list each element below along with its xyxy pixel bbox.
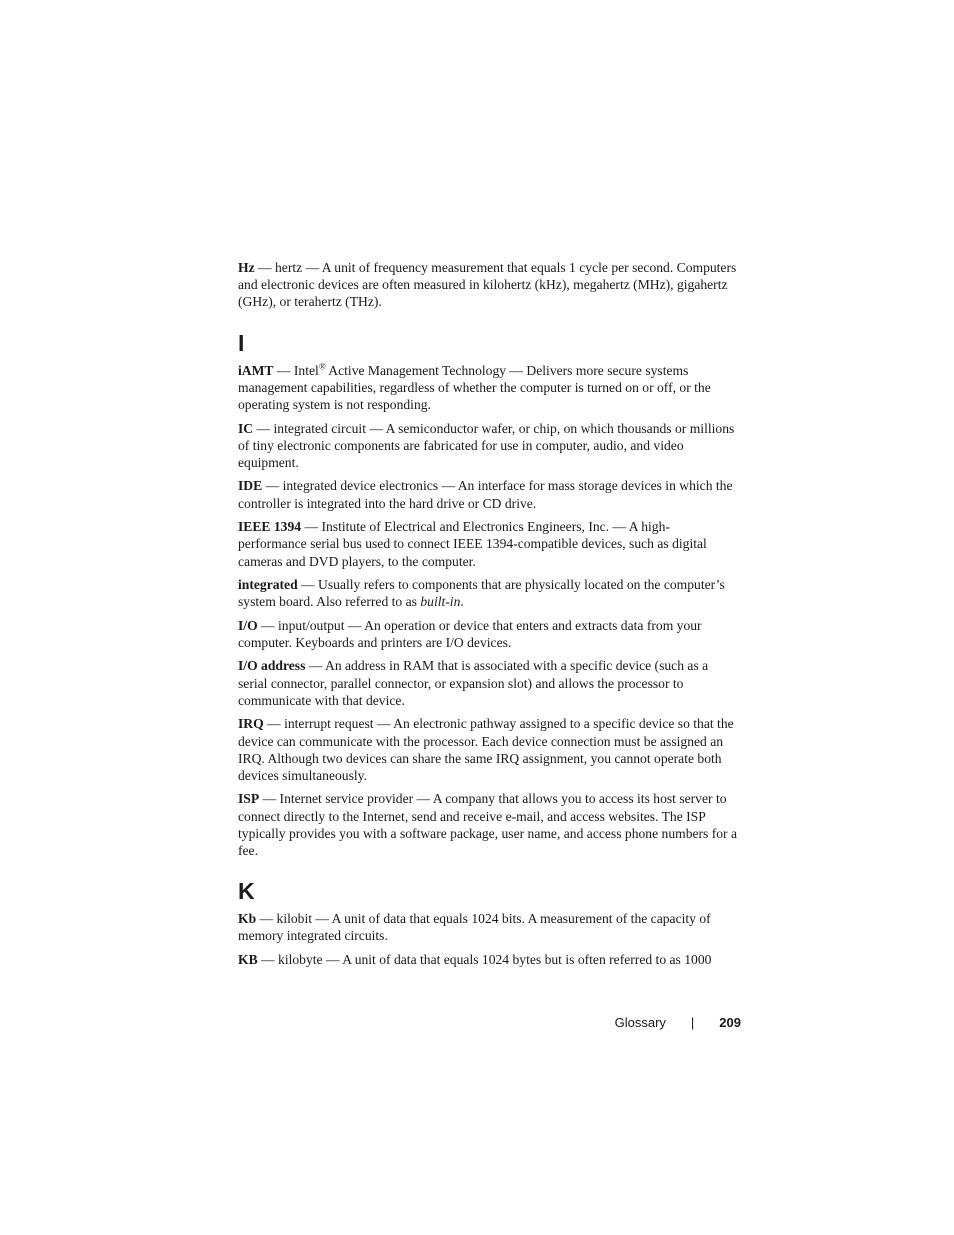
glossary-term: IEEE 1394 <box>238 519 302 535</box>
glossary-entry-io-address <box>238 657 738 709</box>
glossary-definition: — Usually refers to components that are physically located on the computer’s system board. Also referred to as <box>238 577 725 610</box>
glossary-entry-ieee-1394 <box>238 518 738 570</box>
page-number: 209 <box>719 1015 741 1030</box>
registered-mark: ® <box>318 361 326 372</box>
glossary-definition: — interrupt request — An electronic pathway assigned to a specific device so that the device can communicate with the processor. Each device connection must be assigned an IRQ. Although two devices can share the same IRQ assignment, you cannot operate both devices simultaneously. <box>238 716 734 783</box>
glossary-definition-start: — Intel <box>273 362 319 378</box>
footer-section-title: Glossary <box>614 1015 666 1030</box>
glossary-term: integrated <box>238 577 298 593</box>
glossary-term: IC <box>238 420 254 436</box>
glossary-entry-io <box>238 617 738 651</box>
glossary-entry-kb-kilobyte <box>238 951 738 968</box>
glossary-term: I/O <box>238 617 258 633</box>
glossary-definition: — Internet service provider — A company that allows you to access its host server to connect directly to the Internet, send and receive e-mail, and access websites. The ISP typically provides you with a software package, user name, and access phone numbers for a fee. <box>238 791 738 859</box>
glossary-definition: — kilobyte — A unit of data that equals 1024 bytes but is often referred to as 1000 <box>257 951 712 967</box>
glossary-entry-isp <box>238 790 738 859</box>
glossary-definition: — input/output — An operation or device that enters and extracts data from your computer. Keyboards and printers are I/O devices. <box>238 617 702 650</box>
glossary-definition: — kilobit — A unit of data that equals 1024 bits. A measurement of the capacity of memory integrated circuits. <box>238 911 711 944</box>
glossary-page-body <box>238 259 738 974</box>
glossary-definition: — An address in RAM that is associated with a specific device (such as a serial connector, parallel connector, or expansion slot) and allows the processor to communicate with that device. <box>238 658 709 708</box>
glossary-definition: — integrated device electronics — An interface for mass storage devices in which the controller is integrated into the hard drive or CD drive. <box>238 478 733 511</box>
glossary-term: I/O address <box>238 658 306 674</box>
glossary-term: ISP <box>238 791 260 807</box>
glossary-term: Hz <box>238 260 255 275</box>
definition-end: . <box>460 594 464 610</box>
glossary-entry-ic <box>238 420 738 472</box>
glossary-definition: — hertz — A unit of frequency measurement that equals 1 cycle per second. Computers and electronic devices are often measured in kilohertz (kHz), megahertz (MHz), gigahertz (GHz), or terahertz (THz). <box>238 260 737 310</box>
glossary-term: Kb <box>238 911 257 927</box>
glossary-term: IDE <box>238 478 263 494</box>
page-footer <box>615 1015 741 1030</box>
glossary-term: iAMT <box>238 362 274 378</box>
glossary-term: IRQ <box>238 716 264 732</box>
glossary-entry-irq <box>238 715 738 784</box>
glossary-entry-hz <box>238 259 738 311</box>
glossary-entry-iamt <box>238 362 738 414</box>
section-heading-k: K <box>238 878 255 905</box>
glossary-term: KB <box>238 951 258 967</box>
glossary-definition: — integrated circuit — A semiconductor wafer, or chip, on which thousands or millions of tiny electronic components are fabricated for use in computer, audio, and video equipment. <box>238 420 735 470</box>
glossary-entry-ide <box>238 477 738 511</box>
glossary-entry-kb-kilobit <box>238 910 738 944</box>
glossary-definition: Active Management Technology — Delivers more secure systems management capabilities, regardless of whether the computer is turned on or off, or the operating system is not responding. <box>238 362 711 413</box>
glossary-entry-integrated <box>238 576 738 610</box>
section-heading-i: I <box>238 329 245 356</box>
emphasized-term: built-in <box>420 594 461 610</box>
footer-separator: | <box>690 1015 695 1030</box>
glossary-definition: — Institute of Electrical and Electronics Engineers, Inc. — A high-performance serial bus used to connect IEEE 1394-compatible devices, such as digital cameras and DVD players, to the computer. <box>238 519 707 569</box>
